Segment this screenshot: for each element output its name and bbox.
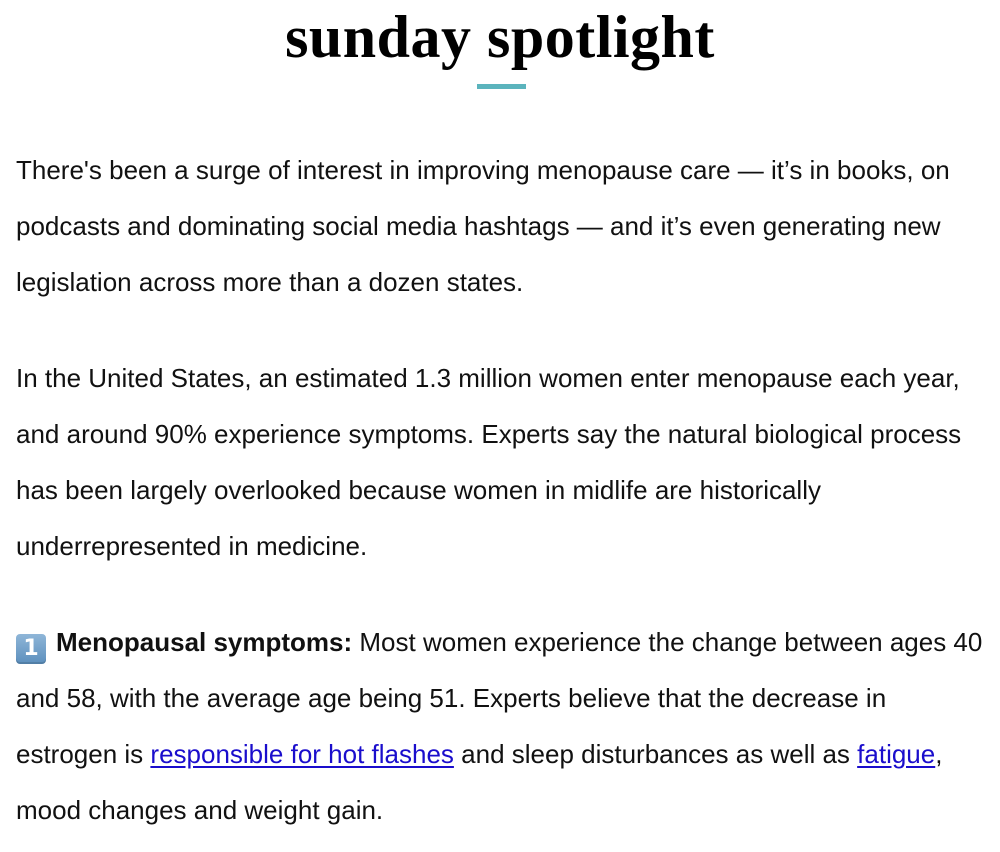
keycap-one-icon: 1 bbox=[16, 634, 46, 664]
paragraph-statistics: In the United States, an estimated 1.3 million women enter menopause each year, and around 90% experience symptoms. Experts say the natural biological process has been largely overlooked because women in midlife are historically underrepresented in medicine. bbox=[16, 363, 962, 561]
paragraph-intro: There's been a surge of interest in improving menopause care — it’s in books, on podcasts and dominating social media hashtags — and it’s even generating new legislation across more than a dozen states. bbox=[16, 155, 950, 297]
page-title: sunday spotlight bbox=[285, 4, 715, 70]
fatigue-link[interactable]: fatigue bbox=[857, 739, 936, 769]
title-underline-accent bbox=[477, 84, 526, 89]
symptoms-text-c: , mood changes and weight gain. bbox=[16, 739, 943, 825]
symptoms-text-b: and sleep disturbances as well as bbox=[453, 739, 858, 769]
hot-flashes-link[interactable]: responsible for hot flashes bbox=[150, 739, 454, 769]
article-body bbox=[16, 142, 991, 838]
paragraph-symptoms bbox=[16, 614, 991, 838]
symptoms-text-a: Most women experience the change between ages 40 and 58, with the average age being 51. Experts believe that the decrease in estrogen is bbox=[16, 627, 983, 769]
symptoms-heading: Menopausal symptoms: bbox=[56, 627, 353, 657]
